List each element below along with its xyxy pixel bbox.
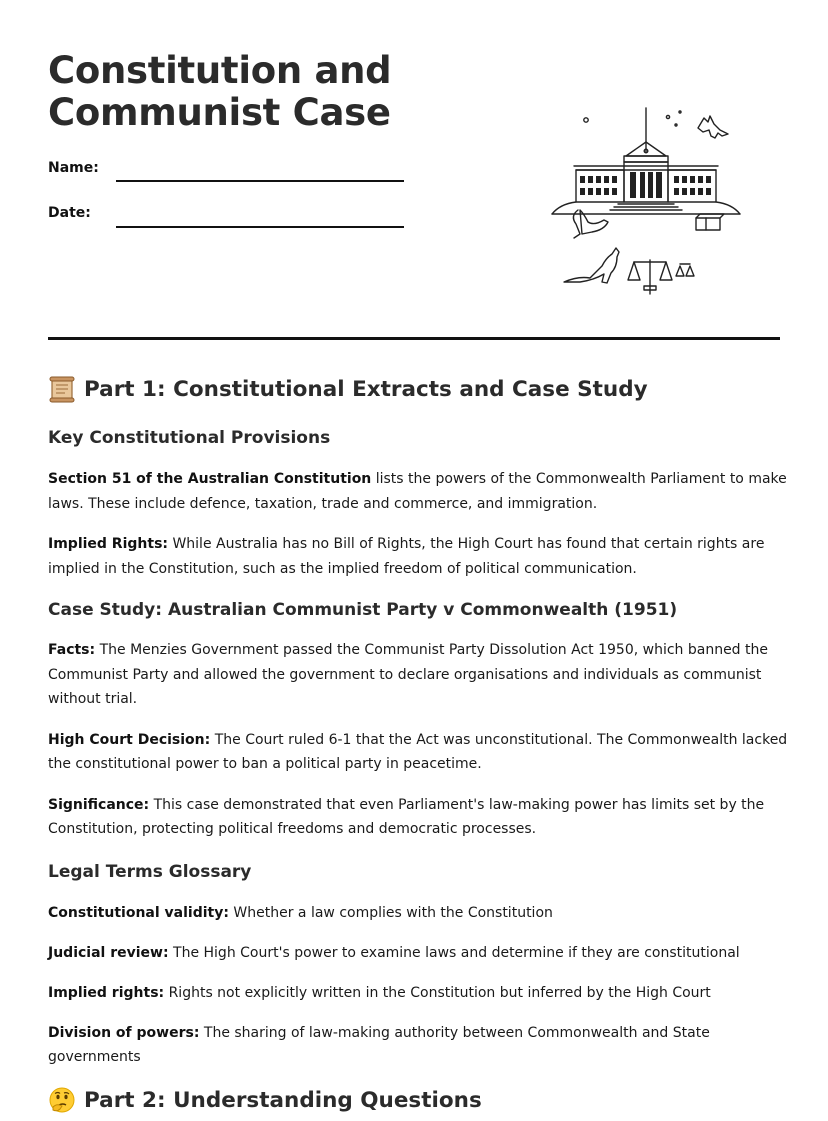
glossary-definition: Whether a law complies with the Constitution	[228, 904, 553, 921]
part1-heading	[48, 370, 788, 408]
facts-text: The Menzies Government passed the Communist Party Dissolution Act 1950, which banned the Communist Party and allowed the government to declare organisations and individuals as communist without trial.	[48, 642, 768, 707]
decision-text: The Court ruled 6-1 that the Act was unconstitutional. The Commonwealth lacked the constitutional power to ban a political party in peacetime.	[48, 731, 788, 772]
name-label: Name:	[48, 160, 99, 176]
date-field[interactable]	[116, 226, 404, 228]
case-study-heading: Case Study: Australian Communist Party v Commonwealth (1951)	[48, 600, 678, 620]
section51-paragraph	[48, 467, 788, 516]
facts-term: Facts:	[48, 642, 96, 658]
implied-rights-paragraph	[48, 532, 788, 581]
significance-term: Significance:	[48, 796, 150, 813]
decision-paragraph	[48, 728, 788, 777]
part2-heading-text: Part 2: Understanding Questions	[84, 1088, 482, 1113]
glossary-term: Constitutional validity:	[48, 904, 229, 921]
parliament-house-kangaroo-scales-illustration	[548, 100, 744, 296]
significance-text: This case demonstrated that even Parliament's law-making power has limits set by the Constitution, protecting political freedoms and democratic processes.	[48, 796, 765, 837]
date-label: Date:	[48, 205, 91, 221]
section51-term: Section 51 of the Australian Constitution	[48, 471, 372, 487]
decision-term: High Court Decision:	[48, 731, 211, 748]
glossary-heading: Legal Terms Glossary	[48, 861, 252, 882]
section51-text: lists the powers of the Commonwealth Parliament to make laws. These include defence, taxation, trade and commerce, and immigration.	[48, 471, 787, 512]
name-field[interactable]	[116, 180, 404, 182]
part2-heading	[48, 1082, 788, 1120]
glossary-definition: Rights not explicitly written in the Constitution but inferred by the High Court	[164, 984, 711, 1001]
thinking-face-icon	[48, 1087, 76, 1115]
glossary-item	[48, 941, 788, 966]
glossary-definition: The High Court's power to examine laws and determine if they are constitutional	[168, 944, 740, 961]
worksheet-title	[48, 50, 391, 134]
glossary-term: Division of powers:	[48, 1024, 200, 1041]
worksheet-content	[48, 370, 788, 1120]
implied-rights-text: While Australia has no Bill of Rights, the High Court has found that certain rights are implied in the Constitution, such as the implied freedom of political communication.	[48, 536, 765, 577]
glossary-item	[48, 901, 788, 926]
implied-rights-term: Implied Rights:	[48, 536, 168, 552]
header-divider	[48, 337, 780, 340]
scroll-icon	[48, 375, 76, 403]
significance-paragraph	[48, 793, 788, 842]
title-line-2: Communist Case	[48, 91, 391, 134]
glossary-item	[48, 1021, 788, 1070]
glossary-item	[48, 981, 788, 1006]
title-line-1: Constitution and	[48, 49, 392, 92]
glossary-term: Implied rights:	[48, 984, 165, 1001]
provisions-heading: Key Constitutional Provisions	[48, 428, 331, 448]
glossary-definition: The sharing of law-making authority between Commonwealth and State governments	[48, 1024, 710, 1065]
part1-heading-text: Part 1: Constitutional Extracts and Case Study	[84, 376, 648, 402]
glossary-term: Judicial review:	[48, 944, 169, 961]
facts-paragraph	[48, 638, 788, 712]
